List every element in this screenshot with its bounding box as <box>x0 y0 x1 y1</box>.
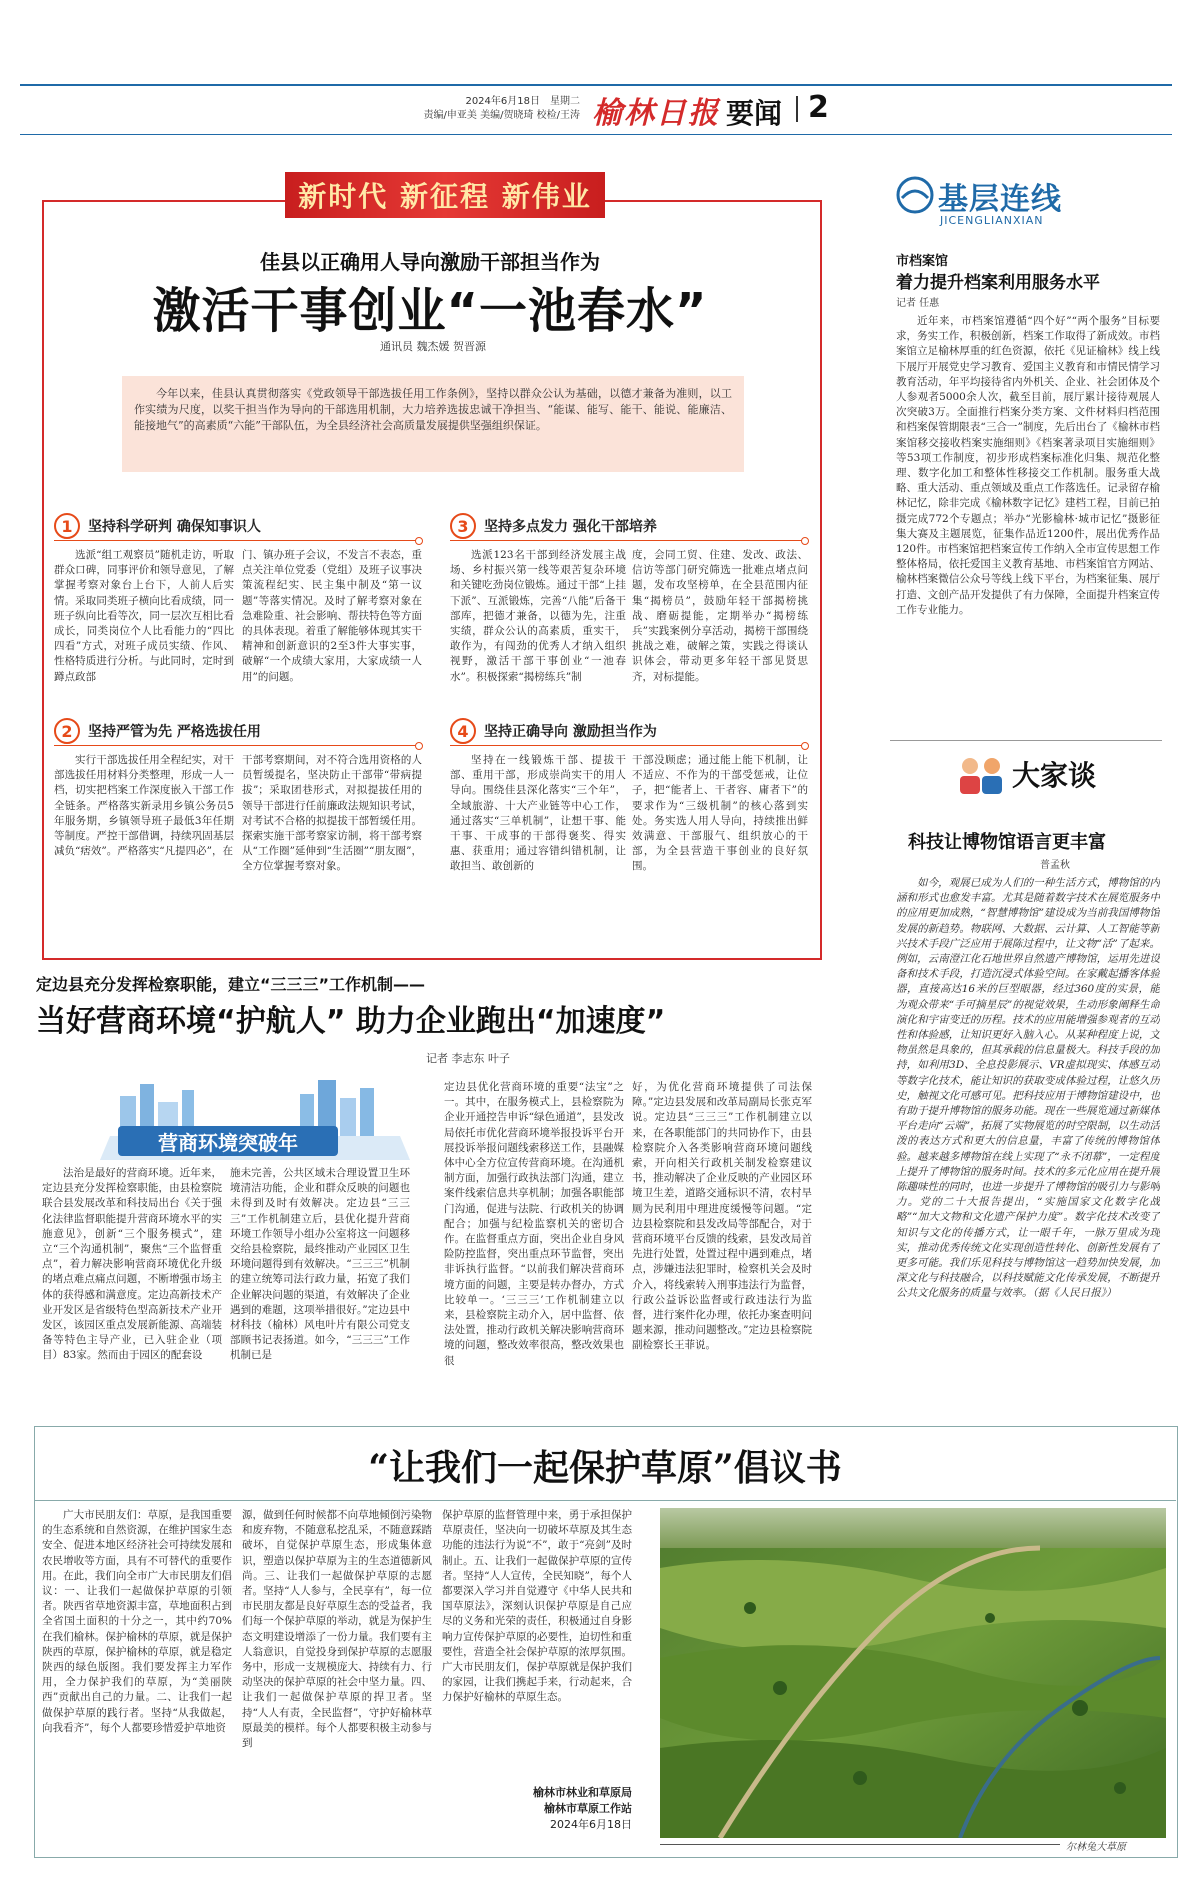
section-2-col-2 <box>242 753 422 948</box>
section-1-rule <box>54 540 420 541</box>
wave-logo-icon <box>896 176 934 214</box>
section-2-col-1 <box>54 753 234 948</box>
feature-lead: 今年以来，佳县认真贯彻落实《党政领导干部选拔任用工作条例》，坚持以群众公认为基础，以德才兼备为准则，以工作实绩为尺度，以奖干担当作为导向的干部选用机制，大力培养选拔忠诚干净担当、“能谋、能写、能干、能说、能廉洁、能接地气”的高素质“六能”干部队伍，为全县经济社会高质量发展提供坚强组织保证。 <box>134 387 732 432</box>
header-divider <box>796 96 798 122</box>
section-4-title: 坚持正确导向 激励担当作为 <box>484 724 657 740</box>
section-3-title: 坚持多点发力 强化干部培养 <box>484 519 657 535</box>
section-3-col-1-text: 选派123名干部到经济发展主战场、乡村振兴第一线等艰苦复杂环境和关键吃劲岗位锻炼。通过干部“上挂下派”、互派锻炼，完善“八能”后备干部库，把德才兼备，以德为先，注重实绩，群众公认的高素质，重实干，敢作为，有闯劲的优秀人才纳入组织视野，激活干部干事创业“一池春水”。积极探索“揭榜练兵”制 <box>450 549 626 683</box>
feature-banner <box>285 172 605 218</box>
section-1-col-2 <box>242 548 422 713</box>
section-4-col-1-text: 坚持在一线锻炼干部、提拔干部、重用干部，形成崇尚实干的用人导向。围绕佳县深化落实“三个年”，全域旅游、十大产业链等中心工作，通过落实“三单机制”，让想干事、能干事、干成事的干部得褒奖、得实惠、获重用；通过容错纠错机制，让敢担当、敢创新的 <box>450 754 626 873</box>
sidebar-brand: 基层连线 <box>938 182 1062 217</box>
proposal-col-3 <box>442 1508 632 1770</box>
section-4-heading <box>450 718 657 744</box>
header-top-rule <box>20 84 1172 86</box>
photo-caption: 尔林兔大草原 <box>1066 1842 1126 1853</box>
section-1-title: 坚持科学研判 确保知事识人 <box>88 519 261 535</box>
section-2-col-1-text: 实行干部选拔任用全程纪实，对干部选拔任用材料分类整理，形成一人一档，切实把档案工作深度嵌入干部工作全链条。严格落实新录用乡镇公务员5年服务期，乡镇领导班子最低3年任期等制度。严控干部借调，持续巩固基层减负“痞效”。严格落实“凡提四必”，在 <box>54 754 234 858</box>
feature-kicker: 佳县以正确用人导向激励干部担当作为 <box>260 250 600 274</box>
section-4-col-1 <box>450 753 626 948</box>
proposal-title-rule <box>34 1500 1176 1501</box>
story2-col-3 <box>444 1080 624 1404</box>
story2-col-1 <box>42 1166 222 1404</box>
sidebar-article2-body <box>896 876 1160 1404</box>
sidebar-article2-title: 科技让博物馆语言更丰富 <box>908 832 1106 853</box>
sidebar-brand-box <box>896 176 1156 238</box>
people-talk-icon <box>958 752 1006 796</box>
story2-col-4-text: 好，为优化营商环境提供了司法保障。”定边县发展和改革局副局长张克军说。定边县“三三三”工作机制建立以来，在各职能部门的共同协作下，由县检察院介入各类影响营商环境问题线索，开向相关行政机关制发检察建议书，推动解决了企业反映的产业园区环境卫生差，道路交通标识不清，农村旱厕为民利用中理进度缓慢等问题。“定边县检察院和县发改局等部配合，对于营商环境平台反馈的线索，县发改局首先进行处置，处置过程中遇到难点，堵点，涉嫌违法犯罪时，检察机关会及时介入，将线索转入刑事违法行为监督，行政公益诉讼监督或行政违法行为监督，进行案件化办理，依托办案查明问题来源，推动问题整改。”定边县检察院副检察长王菲说。 <box>632 1081 812 1352</box>
section-3-col-2-text: 度，会同工贸、住建、发改、政法、信访等部门研究筛选一批难点堵点问题，发布攻坚榜单，在全县范围内征集“揭榜员”，鼓励年轻干部揭榜挑战、磨砺提能，定期举办“揭榜练兵”实践案例分享活动，揭榜干部围绕挑战之难，破解之策，实践之得谈认识体会，带动更多年轻干部见贤思齐，对标提能。 <box>632 549 808 683</box>
story2-kicker: 定边县充分发挥检察职能，建立“三三三”工作机制—— <box>36 975 426 994</box>
story2-badge <box>118 1126 338 1156</box>
section-3-col-1 <box>450 548 626 713</box>
sidebar-article2-body-text: 如今，观展已成为人们的一种生活方式，博物馆的内涵和形式也愈发丰富。尤其是随着数字技术在展览服务中的应用更加成熟，“智慧博物馆”建设成为当前我国博物馆发展的新趋势。物联网、大数据、云计算、人工智能等新兴技术手段广泛应用于展陈过程中，让文物“活”了起来。例如，云南澄江化石地世界自然遗产博物馆，运用先进设备和技术手段，打造沉浸式体验空间。在家戴起播客体验器，直接高达16米的巨型眼器，经过360度的实景，能为观众带来“手可摘星辰”的视觉效果，生动形象阐释生命演化和宇宙变迁的历程。技术的应用能增强参观者的互动性和体验感，让知识更好入脑入心。从某种程度上说，文物虽然是具象的，但其承载的信息量极大。科技手段的加持，如利用3D、全息投影展示、VR虚拟现实、体感互动等数字化技术，能让知识的获取变成体验过程，让悠久历史，触视文化可感可见。把科技应用于博物馆建设中，也有助于提升博物馆的服务功能。现在一些展览通过新媒体平台走向“云端”，拓展了实物展览的时空限制，以生动活泼的表达方式和更大的信息量，丰富了传统的博物馆体验。越来越多博物馆在线上实现了“永不闭幕”，一定程度上提升了博物馆的服务时间。技术的多元化应用在提升展陈趣味性的同时，也进一步提升了博物馆的吸引力与影响力。党的二十大报告提出，“实施国家文化数字化战略”“加大文物和文化遗产保护力度”。数字化技术改变了知识与文化的传播方式，让一眼千年，一脉万里成为现实，推动优秀传统文化实现创造性转化、创新性发展有了更多可能。我们乐见科技与博物馆这一趋势加快发展，加深文化与科技融合，以科技赋能文化传承发展，不断提升公共文化服务的质量与效率。（据《人民日报》） <box>896 877 1160 1300</box>
header-date: 2024年6月18日 星期二 <box>465 96 580 107</box>
proposal-col-3-text: 保护草原的监督管理中来，勇于承担保护草原责任，坚决向一切破坏草原及其生态功能的违法行为说“不”，敢于“亮剑”及时制止。五、让我们一起做保护草原的宣传者。坚持“人人宣传，全民知晓”，每个人都要深入学习并自觉遵守《中华人民共和国草原法》，深刻认识保护草原是自己应尽的义务和光荣的责任，积极通过自身影响力宣传保护草原的必要性，迫切性和重要性，营造全社会保护草原的浓厚氛围。广大市民朋友们，保护草原就是保护我们的家园，让我们携起手来，行动起来，合力保护好榆林的草原生态。 <box>442 1509 632 1704</box>
paper-logo: 榆林日报 <box>592 96 720 131</box>
section-3-number: 3 <box>450 513 476 539</box>
section-1-col-1 <box>54 548 234 713</box>
sidebar-article1-byline: 记者 任惠 <box>896 298 940 309</box>
section-2-heading <box>54 718 261 744</box>
feature-banner-text: 新时代 新征程 新伟业 <box>298 180 592 213</box>
section-1-col-2-text: 门、镇办班子会议，不发言不表态，重点关注单位党委（党组）及班子议事决策流程纪实、民主集中制及“第一议题”等落实情况。及时了解考察对象在急难险重、社会影响、帮扶特色等方面的具体表现。着重了解能够体现其实干精神和创新意识的2至3件大事实事，破解“一个成绩大家用，大家成绩一人用”的问题。 <box>242 549 422 683</box>
dajiatan-title: 大家谈 <box>1012 759 1097 792</box>
proposal-title: “让我们一起保护草原”倡议书 <box>368 1447 842 1489</box>
dajiatan-header <box>958 752 1158 796</box>
section-2-number: 2 <box>54 718 80 744</box>
story2-col-1-text: 法治是最好的营商环境。近年来，定边县充分发挥检察职能，由县检察院联合县发展改革和科技局出台《关于强化法律监督职能提升营商环境水平的实施意见》，创新“三个服务模式”，建立“三个沟通机制”，聚焦“三个监督重点”，着力解决影响营商环境优化升级的堵点难点痛点问题，不断增强市场主体的获得感和满意度。定边高新技术产业开发区是省级特色型高新技术产业开发区，该园区重点发展新能源、高端装备等特色主导产业，已入驻企业（项目）83家。然而由于园区的配套设 <box>42 1167 222 1362</box>
sidebar-divider <box>890 740 1162 741</box>
proposal-sign-date: 2024年6月18日 <box>550 1818 632 1831</box>
section-4-number: 4 <box>450 718 476 744</box>
section-4-col-2-text: 干部没顾虑；通过能上能下机制，让不适应、不作为的干部受惩戒，让位子，把“能者上、干者容、庸者下”的要求作为“三级机制”的核心落到实处。务实选人用人导向，持续推出鲜效满意、干部服气、组织放心的干部，为全县营造干事创业的良好氛围。 <box>632 754 808 873</box>
sidebar-article1-body <box>896 314 1160 726</box>
sidebar-article1-body-text: 近年来，市档案馆遵循“四个好”“两个服务”目标要求，务实工作，积极创新，档案工作取得了新成效。市档案馆立足榆林厚重的红色资源，依托《见证榆林》线上线下展厅开展党史学习教育、爱国主义教育和市情民情学习教育活动，年平均接待省内外机关、企业、社会团体及个人参观者5000余人次，截至目前，展厅累计接待观展人次突破3万。全面推行档案分类方案、文件材料归档范围和档案保管期限表“三合一”制度，先后出台了《榆林市档案馆移交接收档案实施细则》《档案著录项目实施细则》等53项工作制度，初步形成档案标准化归集、规范化整理、数字化加工和整体性移接交工作机制。服务重大战略、重大活动、重点领域及重点工作落选任。记录留存榆林记忆，除非完成《榆林数字记忆》建档工程，目前已拍摄完成772个专题点；举办“光影榆林·城市记忆”摄影征集大赛及主题展览，征集作品近1200件，展出优秀作品120件。市档案馆把档案宣传工作纳入全市宣传思想工作整体格局，依托爱国主义教育基地、市档案馆官方网站、榆林档案微信公众号等线上线下平台，为档案征集、展厅打造、文创产品开发提供了有力保障，全面提升档案宣传工作专业能力。 <box>896 315 1160 616</box>
feature-byline: 通讯员 魏杰媛 贺晋源 <box>380 340 486 353</box>
feature-title: 激活干事创业“一池春水” <box>152 283 708 339</box>
section-2-title: 坚持严管为先 严格选拔任用 <box>88 724 261 740</box>
proposal-col-1-text: 广大市民朋友们：草原，是我国重要的生态系统和自然资源，在维护国家生态安全、促进本地区经济社会可持续发展和农民增收等方面，具有不可替代的重要作用。在此，我们向全市广大市民朋友们倡议：一、让我们一起做保护草原的引领者。陕西省草地资源丰富，草地面积占到全省国土面积的十分之一，其中约70%在我们榆林。保护榆林的草原，就是保护陕西的草原，保护榆林的草原，就是稳定陕西的绿色版图。我们要发挥主力军作用，全力保护我们的草原，为“美丽陕西”贡献出自己的力量。二、让我们一起做保护草原的践行者。坚持“从我做起，向我看齐”，每个人都要珍惜爱护草地资 <box>42 1509 232 1734</box>
page-number: 2 <box>808 90 829 125</box>
proposal-signer-1: 榆林市林业和草原局 <box>533 1786 632 1799</box>
grassland-photo <box>660 1508 1166 1838</box>
section-1-number: 1 <box>54 513 80 539</box>
section-2-col-2-text: 干部考察期间，对不符合选用资格的人员暂缓提名，坚决防止干部带“带病提拔”；采取团巷形式，对拟提拔任用的领导干部进行任前廉政法规知识考试，对考试不合格的拟提拔干部暂缓任用。探索实施干部考察家访制，将干部考察从“工作圈”延伸到“生活圈”“朋友圈”，全方位掌握考察对象。 <box>242 754 422 873</box>
sidebar-article1-title: 着力提升档案利用服务水平 <box>896 273 1100 293</box>
section-1-heading <box>54 513 261 539</box>
feature-lead-box <box>122 376 744 472</box>
story2-col-3-text: 定边县优化营商环境的重要“法宝”之一。其中，在服务模式上，县检察院为企业开通控告申诉“绿色通道”，县发改局依托市优化营商环境举报投诉平台开展投诉举报问题线索移送工作，县融媒体中心全方位宣传营商环境。在沟通机制方面，加强行政执法部门沟通，建立案件线索信息共享机制；加强各职能部门沟通，促进与法院、行政机关的协调配合；加强与纪检监察机关的密切合作。在监督重点方面，突出企业自身风险防控监督，突出重点环节监督，突出非诉执行监督。“以前我们解决营商环境方面的问题，主要是转办督办，方式比较单一。‘三三三’工作机制建立以来，县检察院主动介入，居中监督、依法处置，推动行政机关解决影响营商环境的问题，整改效率很高，整改效果也很 <box>444 1081 624 1367</box>
proposal-signer-2: 榆林市草原工作站 <box>544 1802 632 1815</box>
section-2-rule <box>54 745 420 746</box>
story2-title: 当好营商环境“护航人” 助力企业跑出“加速度” <box>36 1004 666 1039</box>
proposal-col-2-text: 源，做到任何时候都不向草地倾倒污染物和废弃物，不随意私挖乱采，不随意踩踏破坏，自觉保护草原生态，形成集体意识，塑造以保护草原为主的生态道德新风尚。三、让我们一起做保护草原的志愿者。坚持“人人参与，全民享有”，每一位市民朋友都是良好草原生态的受益者，我们每一个保护草原的举动，就是为保护生态文明建设增添了一份力量。我们要有主人翁意识，自觉投身到保护草原的志愿服务中，形成一支规模庞大、持续有力、行动坚决的保护草原的社会中坚力量。四、让我们一起做保护草原的捍卫者。坚持“人人有责，全民监督”，守护好榆林草原最美的模样。每个人都要积极主动参与到 <box>242 1509 432 1750</box>
proposal-col-1 <box>42 1508 232 1848</box>
section-3-rule <box>450 540 806 541</box>
section-1-col-1-text: 选派“组工观察员”随机走访，听取群众口碑，同事评价和领导意见，了解掌握考察对象台上台下，人前人后实情。采取同类班子横向比看成绩，同一班子纵向比看等次，同一层次互相比看成长，同类岗位个人比看能力的“四比四看”方式，对班子成员实绩、作风、性格特质进行分析。与此同时，定时到蹲点政部 <box>54 549 234 683</box>
sidebar-brand-pinyin: JICENGLIANXIAN <box>940 214 1044 227</box>
story2-col-2-text: 施未完善，公共区域未合理设置卫生环境清洁功能，企业和群众反映的问题也未得到及时有效解决。定边县“三三三”工作机制建立后，县优化提升营商环境工作领导小组办公室将这一问题移交给县检察院，最终推动产业园区卫生环境问题得到有效解决。“三三三”机制的建立统筹司法行政力量，拓宽了我们企业解决问题的渠道，有效解决了企业遇到的难题，这项举措很好。”定边县中材科技（榆林）风电叶片有限公司党支部顾书记表扬道。如今，“三三三”工作机制已是 <box>230 1167 410 1362</box>
section-3-col-2 <box>632 548 808 713</box>
section-name: 要闻 <box>726 97 783 130</box>
section-4-rule <box>450 745 806 746</box>
section-3-heading <box>450 513 657 539</box>
proposal-col-2 <box>242 1508 432 1848</box>
sidebar-article1-org: 市档案馆 <box>896 254 949 269</box>
header-editors: 责编/申亚美 美编/贺晓琦 校检/王涛 <box>423 110 580 121</box>
story2-col-4 <box>632 1080 812 1404</box>
header-bottom-rule <box>20 134 1172 135</box>
photo-caption-rule <box>660 1844 1060 1845</box>
story2-badge-text: 营商环境突破年 <box>158 1130 298 1155</box>
story2-col-2 <box>230 1166 410 1404</box>
story2-byline: 记者 李志东 叶子 <box>426 1052 510 1065</box>
sidebar-article2-byline: 普孟秋 <box>1040 860 1070 871</box>
section-4-col-2 <box>632 753 808 948</box>
